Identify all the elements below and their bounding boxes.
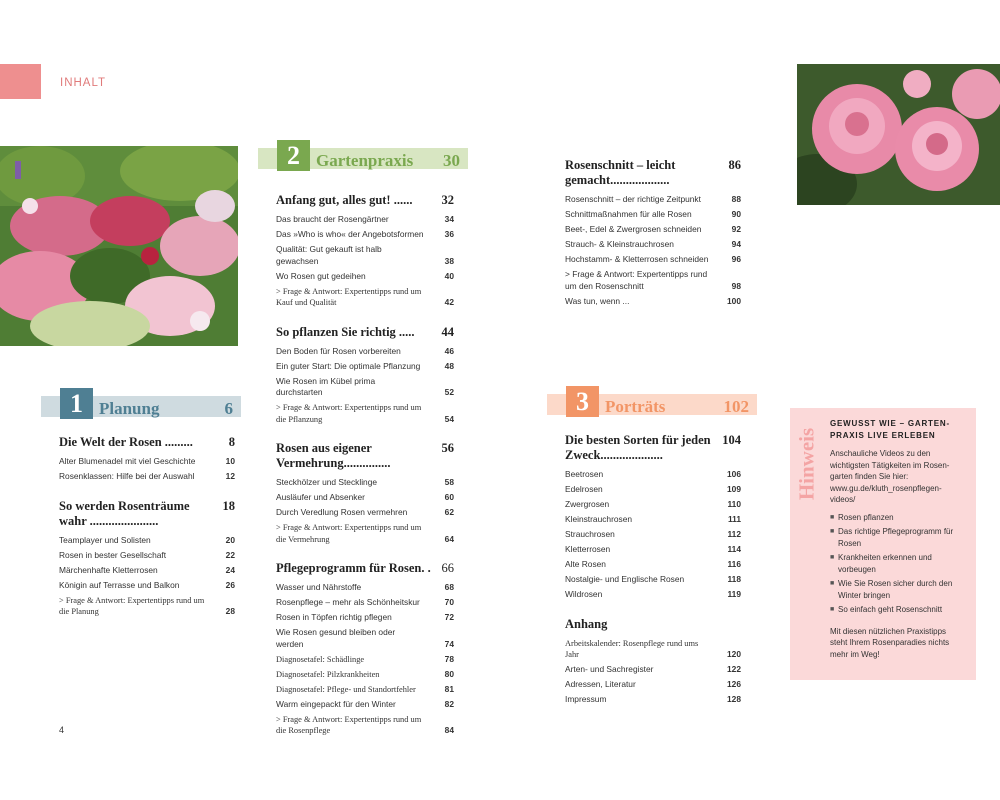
hinweis-video-item[interactable]: ■ So einfach geht Rosenschnitt xyxy=(830,605,943,614)
toc-entry[interactable]: > Frage & Antwort: Expertentipps rund um die Rosenpflege 84 xyxy=(276,714,454,735)
chapter-header-planung xyxy=(41,388,241,419)
toc-entry[interactable]: Kletterrosen 114 xyxy=(565,544,741,554)
section-heading[interactable]: Die Welt der Rosen ......... 8 xyxy=(59,435,235,449)
toc-entry[interactable]: Hochstamm- & Kletterrosen schneiden 96 xyxy=(565,254,741,264)
bullet-icon: ■ xyxy=(830,606,835,613)
chapter-number: 3 xyxy=(566,386,599,417)
hinweis-intro: Anschauliche Videos zu den wichtigsten Tätigkeiten im Rosen-garten finden Sie hier: www.gu.de/kluth_rosenpflegen-videos/ xyxy=(830,449,950,504)
toc-entry[interactable]: Was tun, wenn ... 100 xyxy=(565,295,741,306)
toc-entry[interactable]: Steckhölzer und Stecklinge 58 xyxy=(276,477,454,487)
toc-entry[interactable]: Durch Veredlung Rosen vermehren 62 xyxy=(276,507,454,517)
chapter-planung xyxy=(41,388,241,621)
toc-entry[interactable]: Diagnosetafel: Pilzkrankheiten 80 xyxy=(276,668,454,679)
toc-entry[interactable]: Edelrosen 109 xyxy=(565,484,741,494)
chapter-title[interactable]: Planung xyxy=(99,399,160,418)
toc-entry[interactable]: Rosen in Töpfen richtig pflegen 72 xyxy=(276,612,454,622)
toc-entry[interactable]: Wasser und Nährstoffe 68 xyxy=(276,582,454,592)
toc-entry[interactable]: Arbeitskalender: Rosenpflege rund ums Jahr 120 xyxy=(565,638,741,659)
toc-entry[interactable]: Diagnosetafel: Schädlinge 78 xyxy=(276,653,454,664)
section-heading[interactable]: Anfang gut, alles gut! ...... 32 xyxy=(276,193,454,207)
chapter-header-portraets xyxy=(547,386,757,417)
toc-entry[interactable]: Rosenschnitt – der richtige Zeitpunkt 88 xyxy=(565,194,741,204)
section-heading[interactable]: So werden Rosenträume wahr ...................... 18 xyxy=(59,498,235,528)
bullet-icon: ■ xyxy=(830,528,835,535)
toc-entry[interactable]: Rosen in bester Gesellschaft 22 xyxy=(59,549,235,560)
toc-entry[interactable]: Wildrosen 119 xyxy=(565,589,741,599)
toc-entry[interactable]: Ausläufer und Absenker 60 xyxy=(276,492,454,502)
toc-entry[interactable]: Teamplayer und Solisten 20 xyxy=(59,534,235,545)
pink-roses-photo xyxy=(797,64,1000,205)
toc-entry[interactable]: Adressen, Literatur 126 xyxy=(565,679,741,689)
toc-entry[interactable]: Nostalgie- und Englische Rosen 118 xyxy=(565,574,741,584)
toc-entry[interactable]: Kleinstrauchrosen 111 xyxy=(565,514,741,524)
toc-entry[interactable]: Ein guter Start: Die optimale Pflanzung 48 xyxy=(276,360,454,371)
section-heading[interactable]: Die besten Sorten für jeden Zweck.................... 104 xyxy=(565,433,741,462)
toc-entry[interactable]: Schnittmaßnahmen für alle Rosen 90 xyxy=(565,209,741,219)
toc-entry[interactable]: Strauch- & Kleinstrauchrosen 94 xyxy=(565,239,741,249)
hinweis-video-item[interactable]: ■ Rosen pflanzen xyxy=(830,512,894,522)
toc-entry[interactable]: > Frage & Antwort: Expertentipps rund um Kauf und Qualität 42 xyxy=(276,286,454,307)
chapter-title[interactable]: Gartenpraxis xyxy=(316,151,414,170)
toc-entry[interactable]: Den Boden für Rosen vorbereiten 46 xyxy=(276,345,454,356)
chapter-number: 2 xyxy=(277,140,310,171)
toc-entry[interactable]: > Frage & Antwort: Expertentipps rund um die Vermehrung 64 xyxy=(276,523,454,544)
toc-list xyxy=(258,193,468,737)
section-heading[interactable]: Rosenschnitt – leicht gemacht................... 86 xyxy=(565,158,741,187)
chapter-page: 102 xyxy=(723,397,749,416)
toc-entry[interactable]: Märchenhafte Kletterrosen 24 xyxy=(59,564,235,575)
chapter-header-gartenpraxis xyxy=(258,140,468,171)
toc-entry[interactable]: Alter Blumenadel mit viel Geschichte 10 xyxy=(59,456,235,466)
hinweis-content xyxy=(830,418,965,666)
section-heading[interactable]: Pflegeprogramm für Rosen. . 66 xyxy=(276,561,454,575)
toc-list xyxy=(547,433,757,706)
toc-list xyxy=(41,435,241,618)
section-heading[interactable]: Anhang xyxy=(565,616,608,631)
rose-garden-photo xyxy=(0,146,238,346)
toc-entry[interactable]: Wo Rosen gut gedeihen 40 xyxy=(276,270,454,281)
hinweis-outro: Mit diesen nützlichen Praxistipps steht Ihrem Rosenparadies nichts mehr im Weg! xyxy=(830,626,950,659)
inhalt-accent-bar xyxy=(0,64,41,99)
hinweis-video-item[interactable]: ■ Krankheiten erkennen und vorbeugen xyxy=(830,553,932,574)
toc-entry[interactable]: Impressum 128 xyxy=(565,694,741,704)
column-rosenschnitt-portraets xyxy=(547,150,757,704)
inhalt-label: INHALT xyxy=(60,77,107,89)
toc-entry[interactable]: Diagnosetafel: Pflege- und Standortfehler 81 xyxy=(276,683,454,694)
hinweis-title: GEWUSST WIE – GARTEN-PRAXIS LIVE ERLEBEN xyxy=(830,419,950,440)
toc-entry[interactable]: Warm eingepackt für den Winter 82 xyxy=(276,698,454,709)
bullet-icon: ■ xyxy=(830,554,835,561)
section-heading[interactable]: So pflanzen Sie richtig ..... 44 xyxy=(276,324,454,339)
toc-entry[interactable]: Das braucht der Rosengärtner 34 xyxy=(276,214,454,224)
chapter-page: 30 xyxy=(443,151,460,170)
chapter-title[interactable]: Porträts xyxy=(605,397,666,416)
hinweis-vertical-label: Hinweis xyxy=(794,427,819,501)
toc-entry[interactable]: Qualität: Gut gekauft ist halb gewachsen 38 xyxy=(276,244,454,266)
bullet-icon: ■ xyxy=(830,513,835,521)
toc-entry[interactable]: Rosenpflege – mehr als Schönheitskur 70 xyxy=(276,597,454,607)
hinweis-video-item[interactable]: ■ Wie Sie Rosen sicher durch den Winter bringen xyxy=(830,579,953,600)
toc-entry[interactable]: Königin auf Terrasse und Balkon 26 xyxy=(59,579,235,590)
toc-entry[interactable]: Rosenklassen: Hilfe bei der Auswahl 12 xyxy=(59,471,235,481)
toc-entry[interactable]: Arten- und Sachregister 122 xyxy=(565,664,741,674)
chapter-number: 1 xyxy=(60,388,93,419)
toc-list-rosenschnitt xyxy=(547,158,757,307)
toc-entry[interactable]: Das »Who is who« der Angebotsformen 36 xyxy=(276,229,454,239)
toc-entry[interactable]: Alte Rosen 116 xyxy=(565,559,741,569)
toc-entry[interactable]: Wie Rosen im Kübel prima durchstarten 52 xyxy=(276,375,454,397)
chapter-gartenpraxis xyxy=(258,140,468,740)
toc-entry[interactable]: > Frage & Antwort: Expertentipps rund um die Planung 28 xyxy=(59,595,235,616)
toc-entry[interactable]: > Frage & Antwort: Expertentipps rund um die Pflanzung 54 xyxy=(276,403,454,424)
toc-entry[interactable]: Zwergrosen 110 xyxy=(565,499,741,509)
section-heading[interactable]: Rosen aus eigener Vermehrung............... 56 xyxy=(276,441,454,470)
chapter-portraets xyxy=(547,386,757,709)
toc-entry[interactable]: Wie Rosen gesund bleiben oder werden 74 xyxy=(276,627,454,649)
toc-entry[interactable]: Beet-, Edel & Zwergrosen schneiden 92 xyxy=(565,224,741,234)
toc-entry[interactable]: > Frage & Antwort: Expertentipps rund um den Rosenschnitt 98 xyxy=(565,269,741,291)
hinweis-video-item[interactable]: ■ Das richtige Pflegeprogramm für Rosen xyxy=(830,527,954,548)
bullet-icon: ■ xyxy=(830,580,835,587)
chapter-page: 6 xyxy=(224,399,233,418)
toc-entry[interactable]: Strauchrosen 112 xyxy=(565,529,741,539)
toc-entry[interactable]: Beetrosen 106 xyxy=(565,469,741,479)
page-number: 4 xyxy=(59,725,65,735)
